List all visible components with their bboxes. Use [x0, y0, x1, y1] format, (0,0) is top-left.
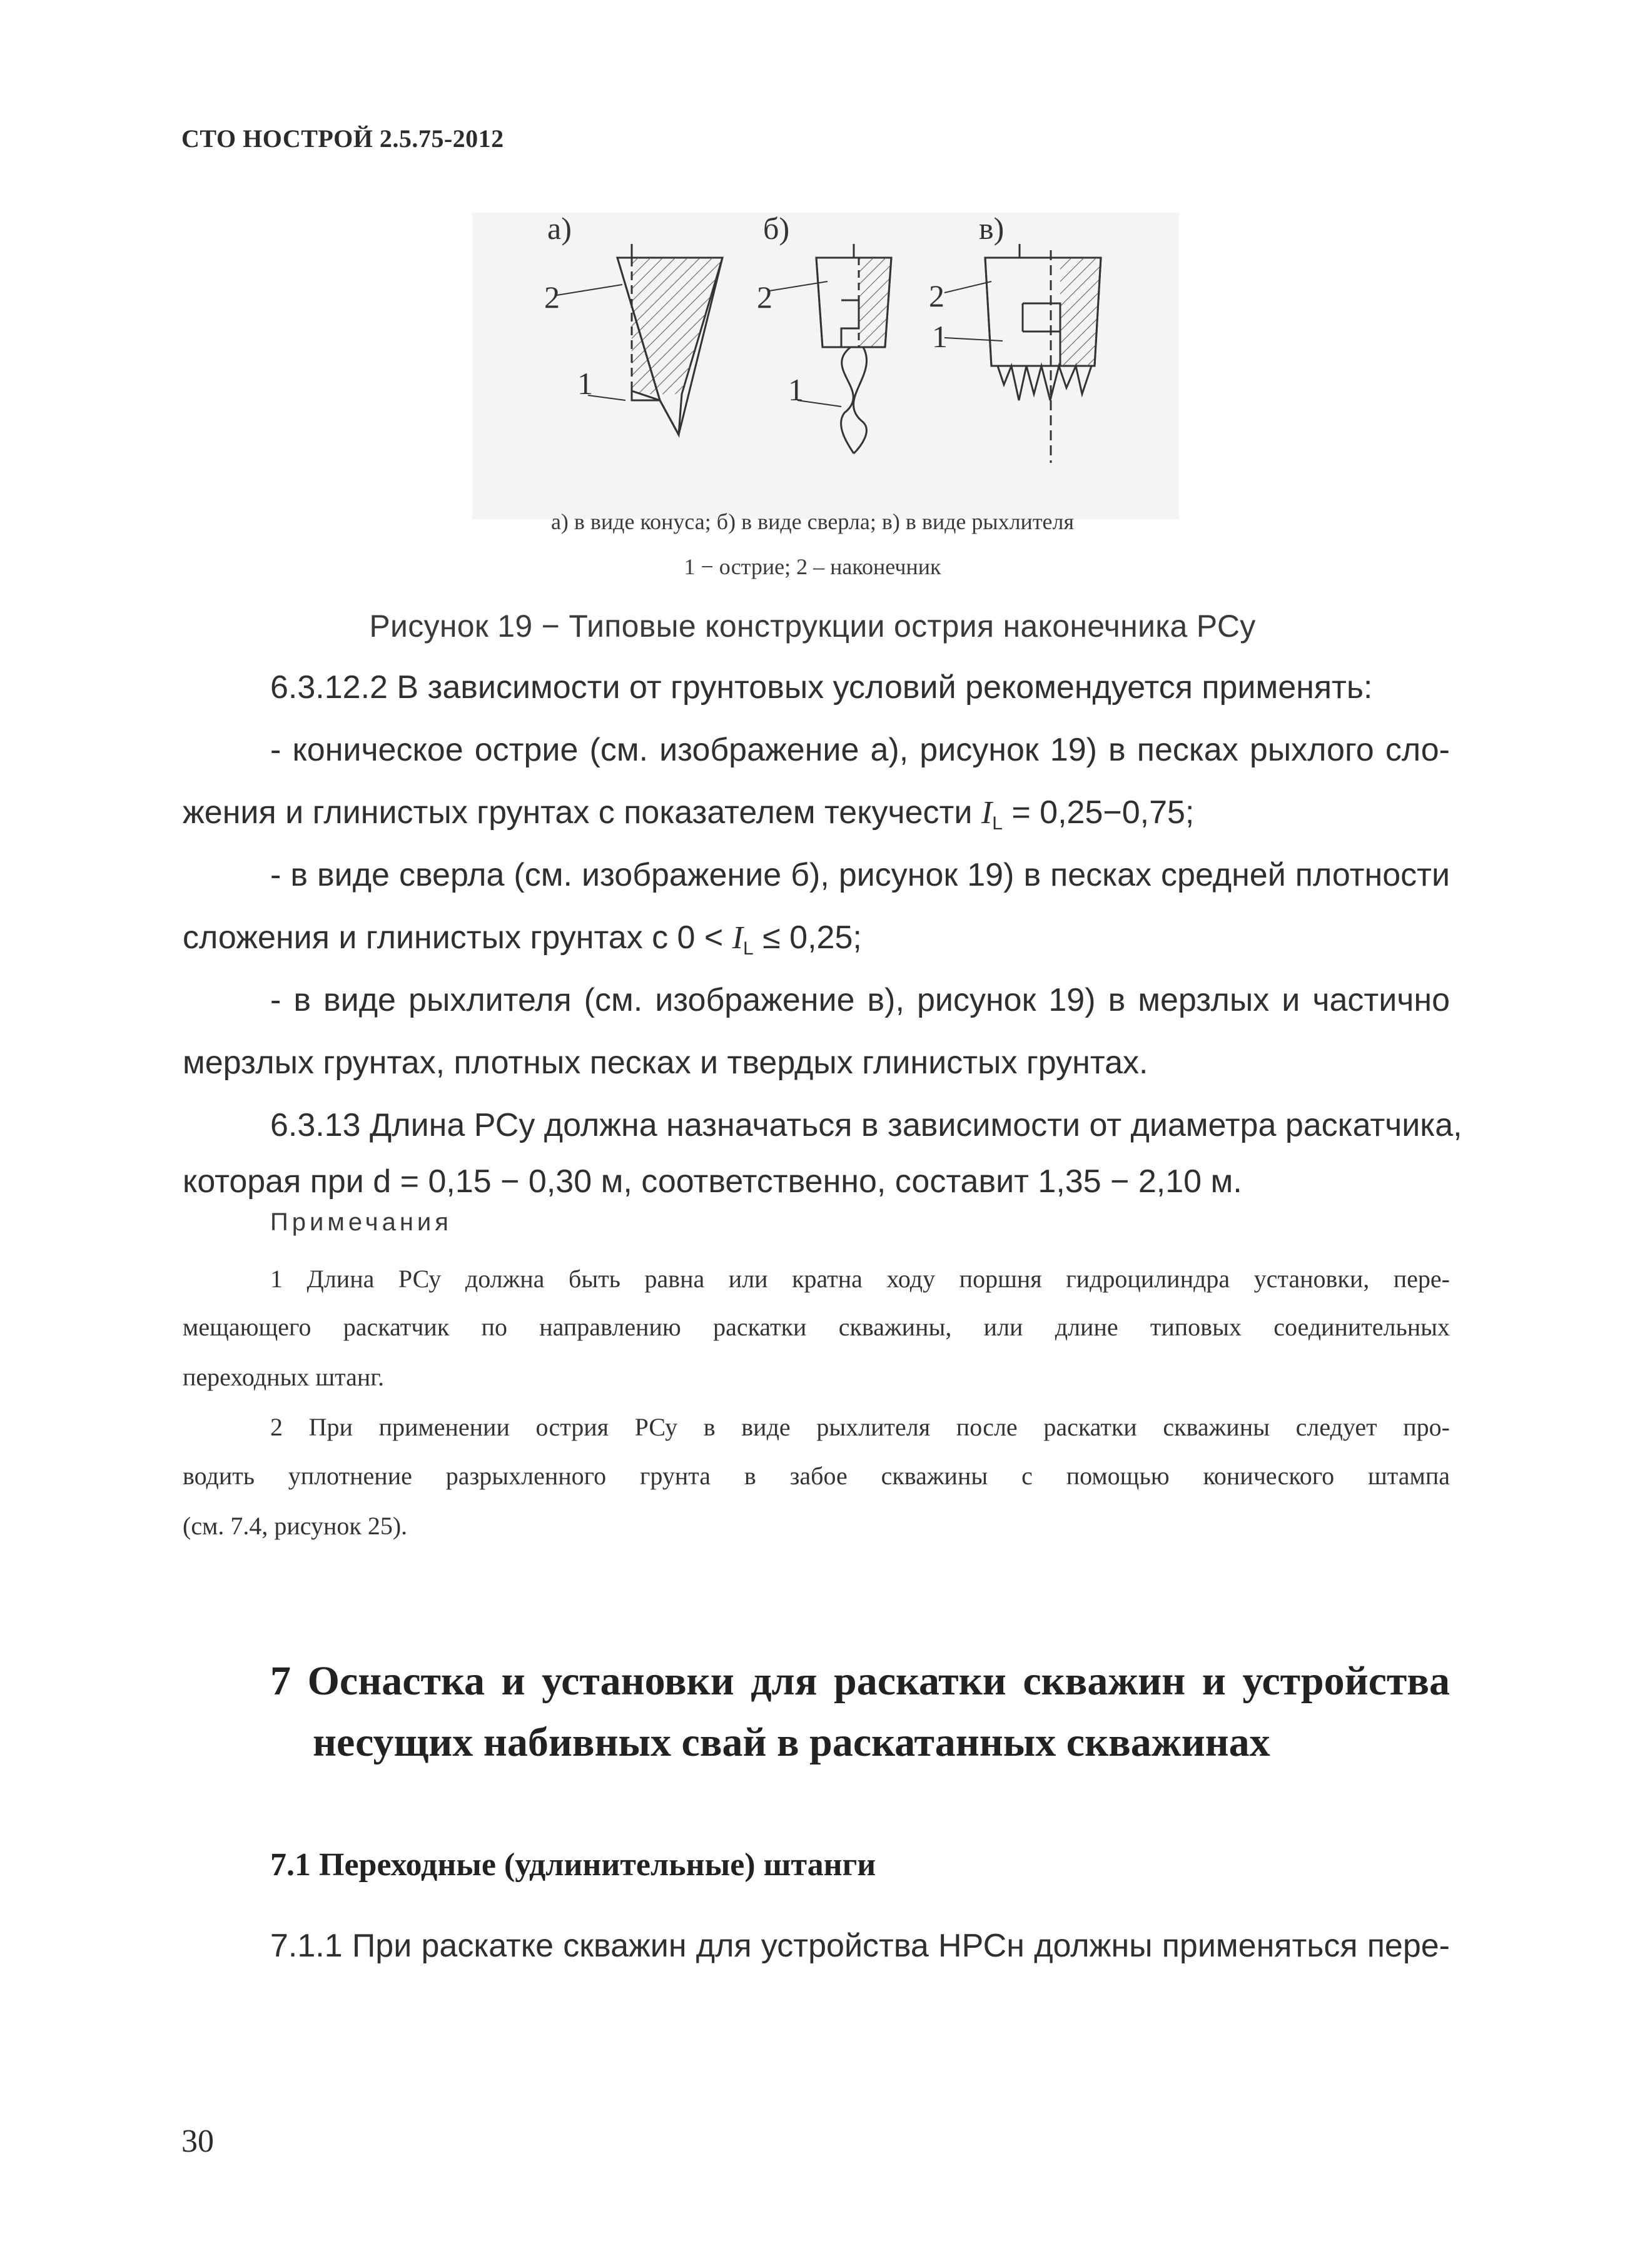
- paragraph-6-3-13-line2: которая при d = 0,15 − 0,30 м, соответственно, составит 1,35 − 2,10 м.: [183, 1163, 1242, 1200]
- paragraph-ripper-line1: - в виде рыхлителя (см. изображение в), рисунок 19) в мерзлых и частично: [270, 982, 1450, 1018]
- callout-2-a: 2: [544, 280, 560, 315]
- section-7-heading-line1: 7 Оснастка и установки для раскатки скважин и устройства: [270, 1658, 1450, 1704]
- note-1-line2: мещающего раскатчик по направлению раскатки скважины, или длине типовых соединительных: [183, 1313, 1450, 1341]
- cone-tip-drawing: [557, 244, 722, 435]
- figure-caption-variants: а) в виде конуса; б) в виде сверла; в) в виде рыхлителя: [550, 509, 1075, 534]
- note-2-line1: 2 При применении острия РСу в виде рыхлителя после раскатки скважины следует про-: [270, 1413, 1450, 1441]
- figure-caption-legend: 1 − острие; 2 – наконечник: [684, 554, 941, 579]
- section-7-heading-line2: несущих набивных свай в раскатанных скважинах: [313, 1719, 1270, 1765]
- note-1-line3: переходных штанг.: [183, 1363, 385, 1391]
- callout-2-b: 2: [757, 280, 772, 315]
- panel-label-b: б): [763, 213, 790, 246]
- note-2-line2: водить уплотнение разрыхленного грунта в забое скважины с помощью конического штампа: [183, 1462, 1450, 1490]
- panel-label-a: а): [547, 213, 572, 246]
- paragraph-6-3-12-2: 6.3.12.2 В зависимости от грунтовых условий рекомендуется применять:: [270, 669, 1373, 706]
- paragraph-drill-line1: - в виде сверла (см. изображение б), рисунок 19) в песках средней плотности: [270, 857, 1450, 893]
- paragraph-cone-line1: - коническое острие (см. изображение а), рисунок 19) в песках рыхлого сло-: [270, 732, 1450, 768]
- paragraph-ripper-line2: мерзлых грунтах, плотных песках и твердых глинистых грунтах.: [183, 1045, 1148, 1081]
- callout-2-c: 2: [929, 278, 944, 313]
- figure-title: Рисунок 19 − Типовые конструкции острия наконечника РСу: [369, 609, 1256, 644]
- paragraph-6-3-13-line1: 6.3.13 Длина РСу должна назначаться в зависимости от диаметра раскатчика,: [270, 1107, 1462, 1143]
- page-number: 30: [181, 2124, 214, 2159]
- document-code-header: СТО НОСТРОЙ 2.5.75-2012: [181, 124, 504, 153]
- figure-19-drawing: [472, 213, 1179, 519]
- notes-heading: Примечания: [270, 1208, 452, 1236]
- note-2-line3: (см. 7.4, рисунок 25).: [183, 1512, 408, 1540]
- note-1-line1: 1 Длина РСу должна быть равна или кратна ходу поршня гидроцилиндра установки, пере-: [270, 1265, 1450, 1293]
- callout-1-b: 1: [788, 372, 804, 407]
- callout-1-c: 1: [932, 319, 948, 354]
- drill-tip-drawing: [769, 244, 891, 453]
- subsection-7-1-heading: 7.1 Переходные (удлинительные) штанги: [270, 1847, 876, 1883]
- paragraph-cone-line2: жения и глинистых грунтах с показателем текучести $I_L = 0,25-0,75$;: [183, 794, 1195, 834]
- callout-1-a: 1: [577, 366, 593, 401]
- paragraph-drill-line2: сложения и глинистых грунтах с $0 < I_L \le 0,25$;: [183, 919, 862, 959]
- ripper-tip-drawing: [944, 244, 1101, 463]
- paragraph-7-1-1: 7.1.1 При раскатке скважин для устройства НРСн должны применяться пере-: [270, 1928, 1450, 1964]
- panel-label-c: в): [979, 213, 1005, 246]
